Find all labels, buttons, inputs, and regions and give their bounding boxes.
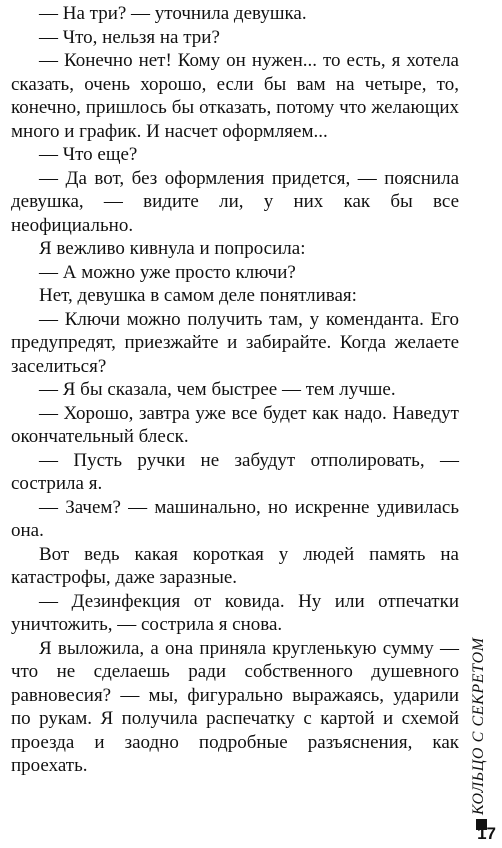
paragraph-4: — Что еще? [39,144,138,165]
running-book-title: КОЛЬЦО С СЕКРЕТОМ [470,637,487,815]
paragraph-10: — Я бы сказала, чем быстрее — тем лучше. [39,379,396,400]
paragraph-2: — Что, нельзя на три? [39,26,220,48]
paragraph-14: Вот ведь какая короткая у людей память на катастрофы, даже заразные. [11,543,459,588]
paragraph-9: — Ключи можно получить там, у коменданта. Его предупредят, приезжайте и забирайте. Когда желаете заселиться? [11,308,459,377]
page-number: 17 [477,824,496,843]
paragraph-12: — Пусть ручки не забудут отполировать, — сострила я. [11,449,459,494]
paragraph-11: — Хорошо, завтра уже все будет как надо. Наведут окончательный блеск. [11,402,459,447]
paragraph-3: — Конечно нет! Кому он нужен... то есть, я хотела сказать, очень хорошо, если бы вам на четыре, то, конечно, пришлось бы отказать, потому что желающих много и график. И насчет оформляем... [11,50,459,142]
paragraph-5: — Да вот, без оформления придется, — пояснила девушка, — видите ли, у них как бы все неофициально. [11,167,459,236]
paragraph-13: — Зачем? — машинально, но искренне удивилась она. [11,496,459,541]
paragraph-7: — А можно уже просто ключи? [39,261,296,283]
page-body-text [11,2,459,778]
paragraph-8: Нет, девушка в самом деле понятливая: [39,285,357,306]
paragraph-6: Я вежливо кивнула и попросила: [39,238,306,259]
paragraph-16: Я выложила, а она приняла кругленькую сумму — что не сделаешь ради собственного душевного равновесия? — мы, фигурально выражаясь, ударили по рукам. Я получила распечатку с картой и схемой проезда и заодно подробные разъяснения, как проехать. [11,637,459,776]
paragraph-15: — Дезинфекция от ковида. Ну или отпечатки уничтожить, — сострила я снова. [11,590,459,635]
paragraph-1: — На три? — уточнила девушка. [39,3,307,24]
